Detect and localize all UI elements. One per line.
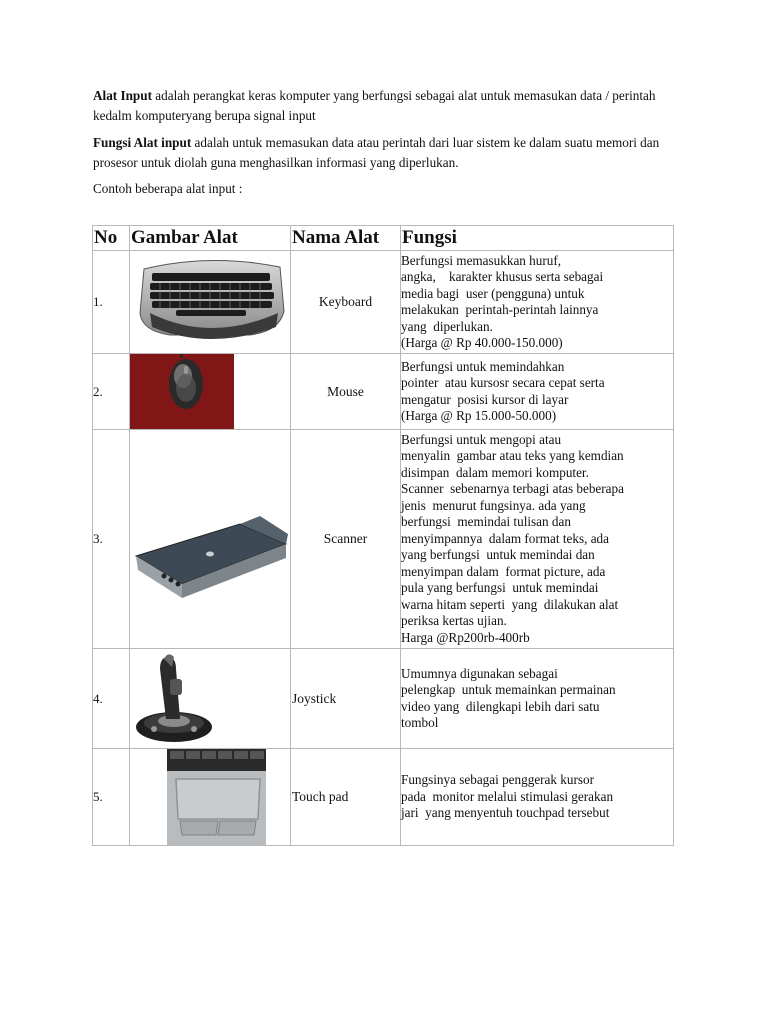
header-nama-alat: Nama Alat [291,226,401,251]
function-line: disimpan dalam memori komputer. [401,464,589,480]
table-header-row [93,226,674,251]
function-line: melakukan perintah-perintah lainnya [401,302,599,317]
term-alat-input: Alat Input [93,88,152,103]
function-line: menyimpannya dalam format teks, ada [401,530,609,546]
function-line: Scanner sebenarnya terbagi atas beberapa [401,481,624,497]
device-function [401,430,674,649]
intro-paragraph-definition [93,86,678,126]
device-function [401,251,674,354]
row-number: 3. [93,430,130,649]
function-line: Harga @Rp200rb-400rb [401,629,530,645]
table-row [93,354,674,430]
row-image-cell [130,430,291,649]
function-line: pula yang berfungsi untuk memindai [401,580,599,596]
device-name: Joystick [291,649,401,749]
function-line: Fungsinya sebagai penggerak kursor [401,772,595,788]
term-fungsi-alat-input: Fungsi Alat input [93,135,192,150]
header-no: No [93,226,130,251]
scanner-icon [130,464,291,614]
function-line: pointer atau kursosr secara cepat serta [401,375,605,390]
function-line: warna hitam seperti yang dilakukan alat [401,596,619,612]
row-number: 1. [93,251,130,354]
function-line: (Harga @ Rp 40.000-150.000) [401,335,563,350]
function-line: Umumnya digunakan sebagai [401,665,558,681]
device-name: Touch pad [291,749,401,846]
keyboard-icon [130,251,291,353]
device-name: Keyboard [291,251,401,354]
row-number: 2. [93,354,130,430]
row-number: 5. [93,749,130,846]
function-line: Berfungsi untuk mengopi atau [401,431,562,447]
function-line: berfungsi memindai tulisan dan [401,514,571,530]
function-line: Berfungsi untuk memindahkan [401,358,565,374]
function-line: mengatur posisi kursor di layar [401,391,569,407]
device-function [401,354,674,430]
function-line: Berfungsi memasukkan huruf, [401,252,562,268]
function-line: tombol [401,715,439,730]
intro-paragraph-function [93,133,678,173]
function-line: media bagi user (pengguna) untuk [401,285,585,301]
touchpad-icon [130,749,291,845]
function-line: jari yang menyentuh touchpad tersebut [401,805,610,821]
table-row [93,749,674,846]
table-row [93,649,674,749]
intro-paragraph-examples: Contoh beberapa alat input : [93,181,243,196]
row-image-cell [130,649,291,749]
function-line: video yang dilengkapi lebih dari satu [401,698,600,714]
device-function [401,749,674,846]
function-line: (Harga @ Rp 15.000-50.000) [401,408,557,423]
joystick-icon [130,649,291,748]
function-text: adalah untuk memasukan data atau perintah dari luar sistem ke dalam suatu memori dan prosesor untuk diolah guna menghasilkan informasi yang diperlukan. [93,135,660,170]
header-gambar-alat: Gambar Alat [130,226,291,251]
function-line: yang diperlukan. [401,318,493,334]
function-line: angka, karakter khusus serta sebagai [401,269,604,284]
function-line: yang berfungsi untuk memindai dan [401,547,595,563]
input-devices-table [92,225,674,846]
row-image-cell [130,749,291,846]
row-number: 4. [93,649,130,749]
header-fungsi: Fungsi [401,226,674,251]
device-name: Scanner [291,430,401,649]
function-line: pelengkap untuk memainkan permainan [401,682,616,697]
function-line: jenis menurut fungsinya. ada yang [401,497,586,513]
definition-text: adalah perangkat keras komputer yang berfungsi sebagai alat untuk memasukan data / perintah kedalm komputeryang berupa signal input [93,88,656,123]
device-function [401,649,674,749]
mouse-icon [130,354,291,429]
function-line: pada monitor melalui stimulasi gerakan [401,788,614,804]
device-name: Mouse [291,354,401,430]
table-row [93,251,674,354]
function-line: periksa kertas ujian. [401,613,507,629]
function-line: menyimpan dalam format picture, ada [401,563,606,579]
row-image-cell [130,354,291,430]
table-row [93,430,674,649]
row-image-cell [130,251,291,354]
function-line: menyalin gambar atau teks yang kemdian [401,448,624,464]
